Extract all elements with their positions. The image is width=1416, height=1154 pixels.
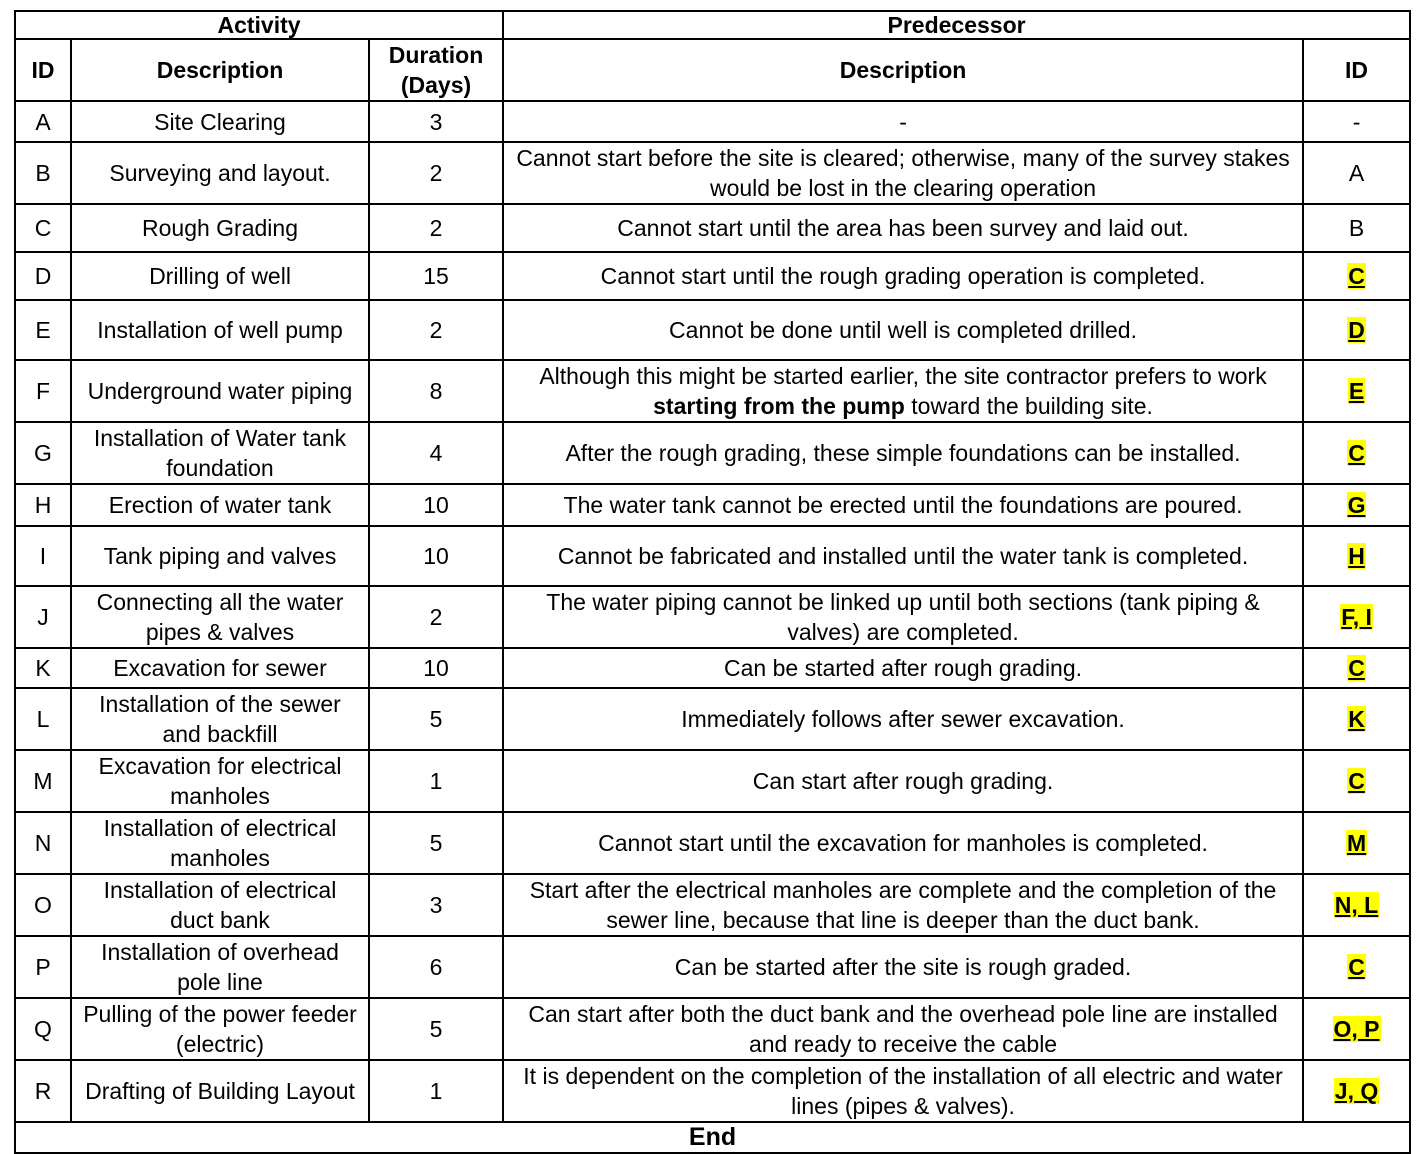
predecessor-id-cell (1303, 648, 1410, 688)
predecessor-description-cell (503, 688, 1303, 750)
predecessor-id-cell (1303, 998, 1410, 1060)
end-label: End (15, 1122, 1410, 1153)
activity-description-cell: Installation of Water tank foundation (71, 422, 369, 484)
table-row (15, 422, 1410, 484)
activity-duration-cell: 8 (369, 360, 503, 422)
predecessor-description-text: Can start after rough grading. (752, 768, 1054, 794)
predecessor-description-text: - (899, 108, 907, 135)
activity-description-cell: Excavation for sewer (71, 648, 369, 688)
activity-description-cell: Installation of electrical manholes (71, 812, 369, 874)
activity-duration-cell: 2 (369, 204, 503, 252)
activity-id-cell: I (15, 526, 71, 586)
predecessor-description-cell (503, 422, 1303, 484)
table-row (15, 360, 1410, 422)
predecessor-description-text: Cannot be done until well is completed drilled. (669, 317, 1137, 343)
predecessor-id-value: D (1348, 317, 1365, 343)
predecessor-id-cell (1303, 874, 1410, 936)
activity-id-cell: F (15, 360, 71, 422)
activity-duration-cell: 1 (369, 750, 503, 812)
activity-duration-cell: 5 (369, 812, 503, 874)
table-row (15, 812, 1410, 874)
header-group-row (15, 11, 1410, 39)
predecessor-description-cell (503, 812, 1303, 874)
predecessor-description-text: Cannot start until the area has been survey and laid out. (617, 215, 1189, 241)
activity-duration-cell: 6 (369, 936, 503, 998)
activity-id-cell: A (15, 101, 71, 142)
table-row (15, 874, 1410, 936)
predecessor-description-text: Although this might be started earlier, the site contractor prefers to work (539, 363, 1267, 389)
table-row (15, 526, 1410, 586)
activity-id-cell: M (15, 750, 71, 812)
predecessor-description-cell (503, 101, 1303, 142)
activity-description-cell: Installation of the sewer and backfill (71, 688, 369, 750)
activity-description-cell: Underground water piping (71, 360, 369, 422)
table-row (15, 1060, 1410, 1122)
table-row (15, 142, 1410, 204)
table-row (15, 750, 1410, 812)
activity-description-cell: Rough Grading (71, 204, 369, 252)
predecessor-id-value: N, L (1334, 892, 1379, 918)
predecessor-description-text: Cannot be fabricated and installed until the water tank is completed. (557, 543, 1249, 569)
predecessor-description-text: Start after the electrical manholes are complete and the completion of the sewer line, because that line is deeper than the duct bank. (529, 877, 1277, 933)
predecessor-description-cell (503, 526, 1303, 586)
predecessor-description-cell (503, 586, 1303, 648)
predecessor-description-text: The water piping cannot be linked up until both sections (tank piping & valves) are completed. (546, 589, 1260, 645)
activity-duration-cell: 3 (369, 101, 503, 142)
predecessor-description-text: It is dependent on the completion of the installation of all electric and water lines (pipes & valves). (523, 1063, 1283, 1119)
predecessor-description-cell (503, 204, 1303, 252)
predecessor-id-cell (1303, 1060, 1410, 1122)
predecessor-description-cell (503, 360, 1303, 422)
end-row (15, 1122, 1410, 1153)
col-header-pred-id: ID (1303, 39, 1410, 101)
predecessor-description-text: The water tank cannot be erected until the foundations are poured. (563, 492, 1243, 518)
col-header-id: ID (15, 39, 71, 101)
predecessor-id-value: A (1348, 160, 1365, 186)
activity-id-cell: B (15, 142, 71, 204)
predecessor-description-cell (503, 484, 1303, 526)
predecessor-id-value: B (1348, 215, 1365, 241)
predecessor-description-cell (503, 936, 1303, 998)
activity-description-cell: Erection of water tank (71, 484, 369, 526)
predecessor-id-value: M (1346, 830, 1367, 856)
col-header-pred-description: Description (503, 39, 1303, 101)
predecessor-id-cell (1303, 688, 1410, 750)
activity-id-cell: G (15, 422, 71, 484)
predecessor-id-cell (1303, 142, 1410, 204)
table-body (15, 101, 1410, 1122)
table-row (15, 204, 1410, 252)
activity-duration-cell: 15 (369, 252, 503, 300)
activity-duration-cell: 5 (369, 998, 503, 1060)
predecessor-description-text: After the rough grading, these simple foundations can be installed. (565, 440, 1241, 466)
activity-id-cell: D (15, 252, 71, 300)
activity-description-cell: Excavation for electrical manholes (71, 750, 369, 812)
table-row (15, 648, 1410, 688)
activity-duration-cell: 3 (369, 874, 503, 936)
activity-duration-cell: 2 (369, 586, 503, 648)
predecessor-description-cell (503, 1060, 1303, 1122)
activity-duration-cell: 2 (369, 142, 503, 204)
predecessor-description-text: Cannot start until the rough grading operation is completed. (600, 263, 1206, 289)
predecessor-id-cell (1303, 586, 1410, 648)
activity-id-cell: E (15, 300, 71, 360)
predecessor-id-value: C (1348, 440, 1365, 466)
predecessor-id-value: O, P (1333, 1016, 1380, 1042)
predecessor-description-text: Can start after both the duct bank and the overhead pole line are installed and ready to receive the cable (528, 1001, 1278, 1057)
table-row (15, 688, 1410, 750)
table-row (15, 484, 1410, 526)
activity-id-cell: N (15, 812, 71, 874)
predecessor-id-cell (1303, 422, 1410, 484)
table-row (15, 101, 1410, 142)
predecessor-description-cell (503, 750, 1303, 812)
predecessor-id-cell (1303, 300, 1410, 360)
predecessor-id-value: G (1347, 492, 1366, 518)
activity-table (14, 10, 1411, 1154)
activity-description-cell: Installation of electrical duct bank (71, 874, 369, 936)
activity-id-cell: P (15, 936, 71, 998)
activity-description-cell: Drafting of Building Layout (71, 1060, 369, 1122)
predecessor-description-cell (503, 874, 1303, 936)
predecessor-id-cell (1303, 360, 1410, 422)
predecessor-id-cell (1303, 204, 1410, 252)
predecessor-id-value: J, Q (1334, 1078, 1379, 1104)
predecessor-id-value: C (1348, 655, 1365, 681)
activity-description-cell: Installation of overhead pole line (71, 936, 369, 998)
activity-duration-cell: 1 (369, 1060, 503, 1122)
predecessor-description-cell (503, 252, 1303, 300)
activity-duration-cell: 4 (369, 422, 503, 484)
table-row (15, 252, 1410, 300)
predecessor-id-value: K (1348, 706, 1365, 732)
activity-duration-cell: 2 (369, 300, 503, 360)
activity-group-header: Activity (15, 11, 503, 39)
col-header-description: Description (71, 39, 369, 101)
predecessor-description-cell (503, 300, 1303, 360)
table-row (15, 936, 1410, 998)
activity-duration-cell: 5 (369, 688, 503, 750)
predecessor-description-text: Can be started after rough grading. (724, 655, 1083, 681)
activity-duration-cell: 10 (369, 526, 503, 586)
predecessor-description-text: Cannot start until the excavation for manholes is completed. (598, 830, 1208, 856)
activity-description-cell: Site Clearing (71, 101, 369, 142)
predecessor-description-cell (503, 998, 1303, 1060)
predecessor-id-cell (1303, 101, 1410, 142)
activity-id-cell: R (15, 1060, 71, 1122)
predecessor-id-value: C (1348, 954, 1365, 980)
table-row (15, 586, 1410, 648)
predecessor-id-value: - (1352, 108, 1361, 135)
predecessor-id-cell (1303, 936, 1410, 998)
predecessor-id-value: C (1348, 263, 1365, 289)
activity-id-cell: Q (15, 998, 71, 1060)
activity-id-cell: K (15, 648, 71, 688)
col-header-duration: Duration (Days) (369, 39, 503, 101)
table-row (15, 300, 1410, 360)
predecessor-id-value: F, I (1341, 604, 1372, 630)
activity-description-cell: Installation of well pump (71, 300, 369, 360)
predecessor-id-cell (1303, 812, 1410, 874)
activity-duration-cell: 10 (369, 484, 503, 526)
activity-id-cell: J (15, 586, 71, 648)
header-column-row (15, 39, 1410, 101)
predecessor-description-text: Immediately follows after sewer excavation. (681, 706, 1125, 732)
predecessor-id-value: H (1348, 543, 1365, 569)
predecessor-id-value: C (1348, 768, 1365, 794)
predecessor-group-header: Predecessor (503, 11, 1410, 39)
predecessor-description-text-end: toward the building site. (904, 393, 1153, 419)
activity-description-cell: Connecting all the water pipes & valves (71, 586, 369, 648)
activity-description-cell: Surveying and layout. (71, 142, 369, 204)
predecessor-description-text: Can be started after the site is rough graded. (674, 954, 1132, 980)
activity-id-cell: C (15, 204, 71, 252)
activity-duration-cell: 10 (369, 648, 503, 688)
predecessor-id-cell (1303, 750, 1410, 812)
activity-description-cell: Pulling of the power feeder (electric) (71, 998, 369, 1060)
activity-id-cell: O (15, 874, 71, 936)
activity-id-cell: L (15, 688, 71, 750)
predecessor-description-cell (503, 142, 1303, 204)
predecessor-id-cell (1303, 252, 1410, 300)
predecessor-id-cell (1303, 484, 1410, 526)
predecessor-description-bold: starting from the pump (653, 393, 905, 419)
predecessor-id-value: E (1348, 378, 1365, 404)
activity-description-cell: Drilling of well (71, 252, 369, 300)
predecessor-description-cell (503, 648, 1303, 688)
table-row (15, 998, 1410, 1060)
predecessor-id-cell (1303, 526, 1410, 586)
activity-id-cell: H (15, 484, 71, 526)
activity-description-cell: Tank piping and valves (71, 526, 369, 586)
predecessor-description-text: Cannot start before the site is cleared; otherwise, many of the survey stakes would be lost in the clearing operation (516, 145, 1290, 201)
